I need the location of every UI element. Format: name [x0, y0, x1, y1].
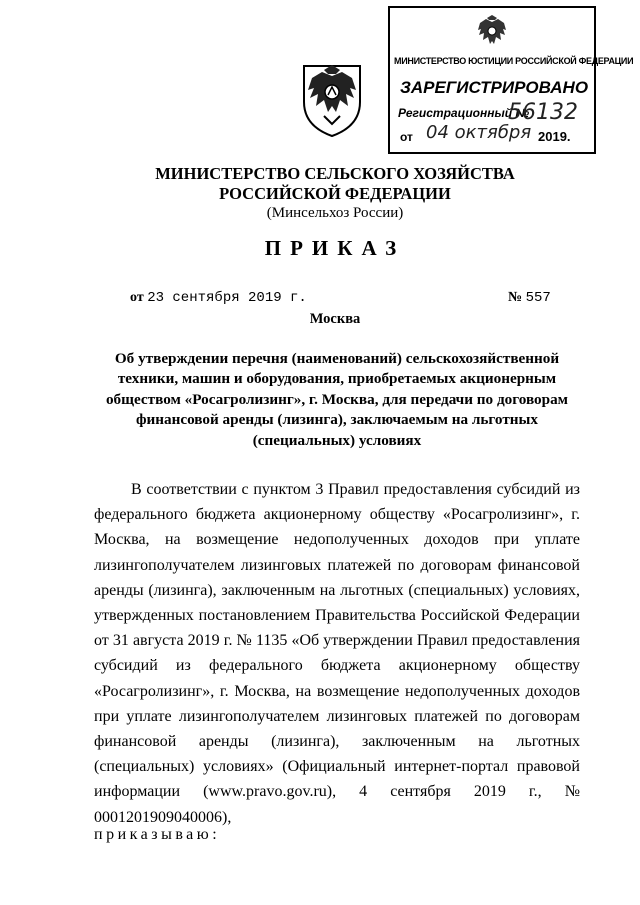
ministry-title-line1: МИНИСТЕРСТВО СЕЛЬСКОГО ХОЗЯЙСТВА — [155, 164, 515, 183]
document-type: ПРИКАЗ — [264, 236, 406, 260]
stamp-ministry: МИНИСТЕРСТВО ЮСТИЦИИ РОССИЙСКОЙ ФЕДЕРАЦИИ — [394, 56, 634, 66]
document-heading: Об утверждении перечня (наименований) сельскохозяйственной техники, машин и оборудования, приобретаемых акционерным обществом «Росагролизинг», г. Москва, для передачи по договорам финансовой аренды (лизинга), заключаемым на льготных (специальных) условиях — [105, 350, 569, 449]
ministry-title-line2: РОССИЙСКОЙ ФЕДЕРАЦИИ — [219, 184, 451, 203]
stamp-reg-label: Регистрационный № — [398, 106, 530, 120]
stamp-reg-number: 56132 — [508, 100, 578, 125]
stamp-status: ЗАРЕГИСТРИРОВАНО — [399, 78, 589, 97]
registration-stamp — [388, 6, 634, 154]
stamp-handwritten-date: 04 октября — [426, 122, 532, 143]
ministry-short-name: (Минсельхоз России) — [266, 205, 404, 221]
stamp-year: 2019. — [538, 129, 571, 144]
ministry-title — [0, 164, 640, 204]
order-number-value: 557 — [525, 290, 551, 306]
stamp-emblem-icon — [474, 14, 510, 54]
order-date — [130, 290, 307, 306]
city: Москва — [309, 311, 361, 327]
coat-of-arms-emblem — [298, 62, 366, 138]
order-number — [508, 290, 551, 306]
decree-word: приказываю: — [94, 826, 221, 843]
order-number-prefix: № — [508, 290, 523, 305]
body-text — [94, 477, 580, 830]
order-date-value: 23 сентября 2019 г. — [147, 290, 307, 306]
body-paragraph: В соответствии с пунктом 3 Правил предоставления субсидий из федерального бюджета акционерному обществу «Росагролизинг», г. Москва, на возмещение недополученных доходов при уплате лизингополучателем лизинговых платежей по договорам финансовой аренды (лизинга), заключенным на льготных (специальных) условиях, утвержденных постановлением Правительства Российской Федерации от 31 августа 2019 г. № 1135 «Об утверждении Правил предоставления субсидий из федерального бюджета акционерному обществу «Росагролизинг», г. Москва, на возмещение недополученных доходов при уплате лизингополучателем лизинговых платежей по договорам финансовой аренды (лизинга), заключенным на льготных (специальных) условиях» (Официальный интернет-портал правовой информации (www.pravo.gov.ru), 4 сентября 2019 г., № 0001201909040006), — [94, 481, 580, 826]
order-date-prefix: от — [130, 290, 144, 305]
stamp-date-prefix: от — [400, 130, 413, 144]
